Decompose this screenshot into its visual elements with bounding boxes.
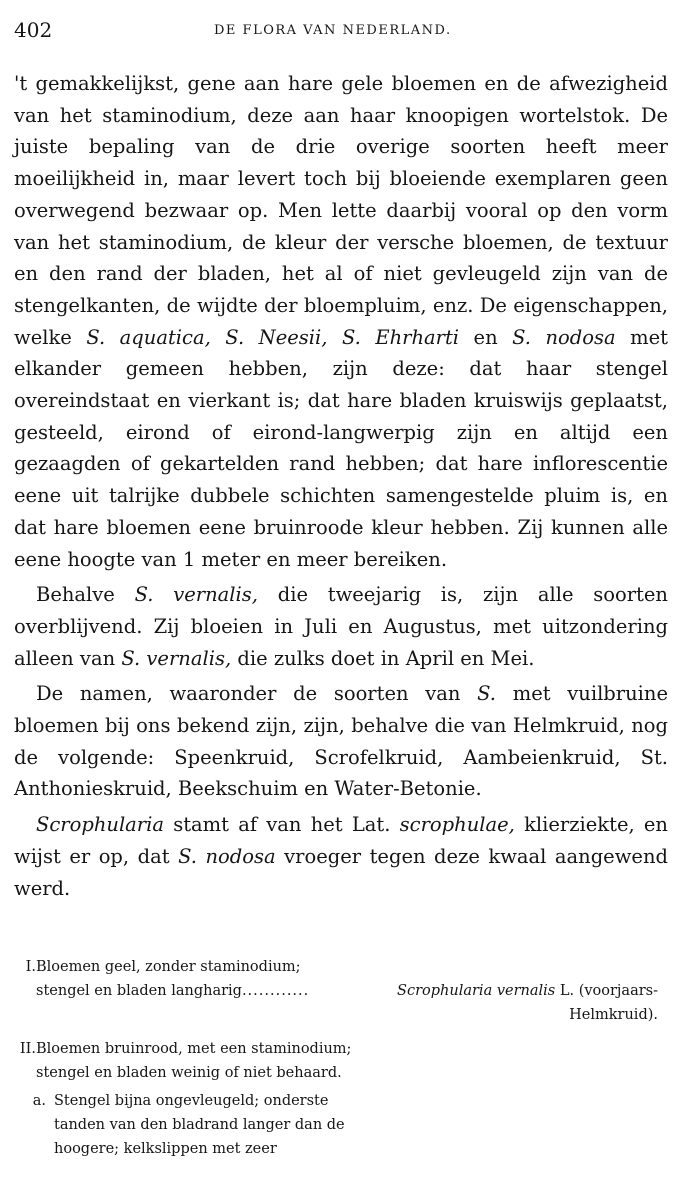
p1-sep-2: [327, 326, 342, 349]
result-author-common: L. (voorjaars-Helmkruid).: [555, 983, 658, 1023]
species-nodosa: S. nodosa: [512, 325, 616, 349]
result-species: Scrophularia vernalis: [397, 983, 556, 999]
paragraph-1: [14, 68, 668, 575]
species-aquatica: S. aquatica,: [86, 325, 211, 349]
running-title: DE FLORA VAN NEDERLAND.: [214, 23, 452, 38]
key-entry-i: [14, 955, 668, 1023]
p1-sep-1: [211, 326, 226, 349]
paragraph-2: [14, 579, 668, 674]
species-vernalis-2: S. vernalis,: [121, 646, 232, 670]
key-number: II.: [19, 1041, 36, 1057]
paragraph-4: [14, 809, 668, 904]
p2-text-c: die zulks doet in April en Mei.: [231, 646, 535, 670]
key-text: [36, 955, 356, 1003]
p2-text-b: die tweejarig is, zijn alle soorten overblijvend. Zij bloeien in Juli en Augustus, met uitzondering alleen van: [14, 583, 668, 670]
p4-text-a: stamt af van het Lat.: [164, 813, 400, 837]
identification-key: [14, 955, 668, 1161]
species-ehrharti: S. Ehrharti: [341, 325, 460, 349]
genus-abbrev: S.: [477, 682, 497, 706]
p2-text-a: Behalve: [36, 583, 135, 607]
running-head: [14, 18, 664, 44]
paragraph-3: [14, 678, 668, 805]
key-i-text: Bloemen geel, zonder staminodium; stengel en bladen langharig: [36, 959, 301, 999]
key-entry-ii: [14, 1037, 668, 1085]
p1-text-b: met elkander gemeen hebben, zijn deze: dat haar stengel overeindstaat en vierkant is; dat hare bladen kruiswijs geplaatst, gesteeld, eirond of eirond-langwerpig zijn en altijd een gezaagden of gekartelden rand hebben; dat hare inflorescentie eene uit talrijke dubbele schichten samengestelde pluim is, en dat hare bloemen eene bruinroode kleur hebben. Zij kunnen alle eene hoogte van 1 meter en meer bereiken.: [14, 325, 669, 571]
species-nodosa-2: S. nodosa: [178, 844, 276, 868]
species-neesii: S. Neesii,: [225, 325, 328, 349]
p3-text-a: De namen, waaronder de soorten van: [36, 682, 478, 706]
p3-text-b: met vuilbruine bloemen bij ons bekend zijn, zijn, behalve die van Helmkruid, nog de volgende: Speenkruid, Scrofelkruid, Aambeienkruid, St. Anthonieskruid, Beekschuim en Water-Betonie.: [14, 682, 668, 801]
p4-text-b: klierziekte, en wijst er op, dat: [14, 813, 668, 868]
key-letter: a.: [32, 1093, 46, 1109]
genus-scrophularia: Scrophularia: [36, 813, 164, 837]
leader-dots: ............: [241, 983, 310, 999]
key-number: I.: [25, 959, 36, 975]
page-number: 402: [14, 18, 53, 42]
key-text: Stengel bijna ongevleugeld; onderste tanden van den bladrand langer dan de hoogere; kelkslippen met zeer: [54, 1093, 345, 1157]
key-result: [338, 979, 658, 1027]
p1-text-a: 't gemakkelijkst, gene aan hare gele bloemen en de afwezigheid van het staminodium, deze aan haar knoopigen wortelstok. De juiste bepaling van de drie overige soorten heeft meer moeilijkheid in, maar levert toch bij bloeiende exemplaren geen overwegend bezwaar op. Men lette daarbij vooral op den vorm van het staminodium, de kleur der versche bloemen, de textuur en den rand der bladen, het al of niet gevleugeld zijn van de stengelkanten, de wijdte der bloempluim, enz. De eigenschappen, welke: [14, 72, 668, 349]
p4-text-c: vroeger tegen deze kwaal aangewend werd.: [14, 844, 668, 900]
species-vernalis: S. vernalis,: [134, 583, 258, 607]
key-entry-a: [14, 1089, 668, 1161]
p1-sep-3: en: [459, 325, 513, 349]
body-text: [14, 68, 668, 904]
key-text: Bloemen bruinrood, met een staminodium; stengel en bladen weinig of niet behaard.: [36, 1041, 352, 1081]
latin-scrophulae: scrophulae,: [399, 813, 515, 837]
